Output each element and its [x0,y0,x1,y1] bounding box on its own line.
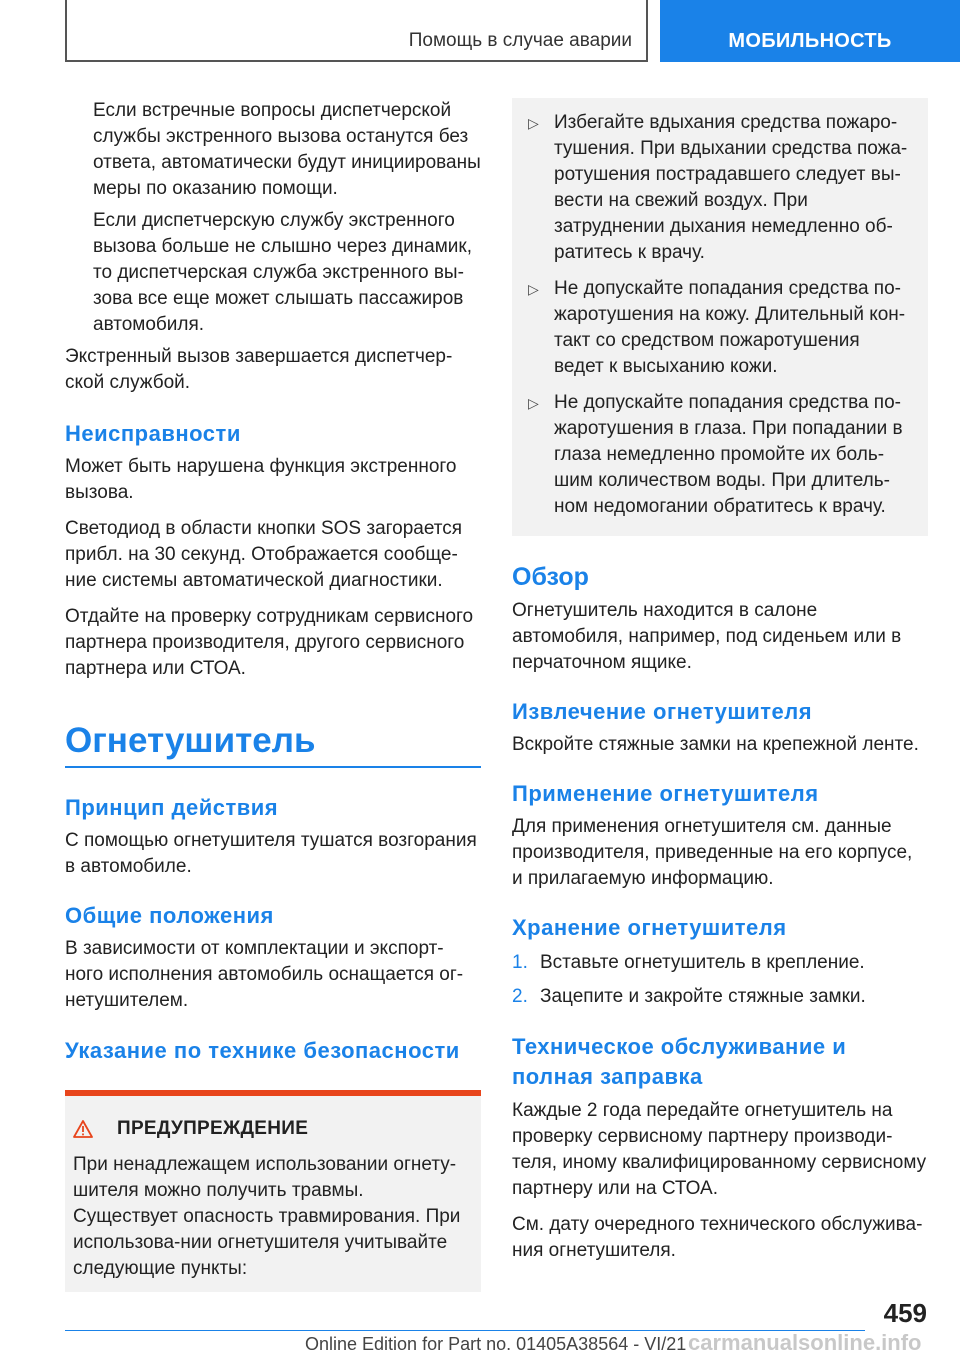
paragraph-general: В зависимости от комплектации и экспорт-ного исполнения автомобиль оснащается ог-нетушителем. [65,938,464,1011]
paragraph-malf-function: Может быть нарушена функция экстренного вызова. [65,456,457,503]
step-text: Зацепите и закройте стяжные замки. [540,986,866,1007]
warning-title-row [65,1096,481,1148]
heading-usage: Применение огнетушителя [512,781,819,806]
paragraph-call-end: Экстренный вызов завершается диспетчер-ской службой. [65,346,453,393]
heading-storage: Хранение огнетушителя [512,915,787,940]
paragraph-maintenance-interval: Каждые 2 года передайте огнетушитель на проверку сервисному партнеру производи-теля, иному квалифицированному сервисному партнеру или на СТОА. [512,1100,927,1199]
list-item [528,276,914,380]
bullet-text: Не допускайте попадания средства по-жаротушения на кожу. Длительный кон-такт со средством пожаротушения ведет к высыханию кожи. [554,278,906,377]
triangle-bullet-icon: ▷ [528,395,539,411]
header-chapter-label: МОБИЛЬНОСТЬ [728,30,892,52]
list-item [512,984,928,1010]
paragraph-maintenance-date: См. дату очередного технического обслужива-ния огнетушителя. [512,1214,923,1261]
step-text: Вставьте огнетушитель в крепление. [540,952,865,973]
heading-general: Общие положения [65,903,274,928]
bullet-text: Избегайте вдыхания средства пожаро-тушения. При вдыхании средства пожа-ротушения пострадавшего следует вы-вести на свежий воздух. При затруднении дыхания немедленно об-ратитесь к врачу. [554,112,908,263]
paragraph-malf-service: Отдайте на проверку сотрудникам сервисного партнера производителя, другого сервисного партнера или СТОА. [65,606,474,679]
step-number: 2. [512,986,528,1007]
triangle-bullet-icon: ▷ [528,281,539,297]
warning-box [65,1096,481,1292]
bullet-text: Не допускайте попадания средства по-жаротушения в глаза. При попадании в глаза немедленно промойте их боль-шим количеством воды. При длитель-ном недомогании обратитесь к врачу. [554,392,903,517]
list-item [528,110,914,266]
page-number: 459 [883,1298,927,1328]
left-column [65,98,481,1292]
paragraph-overview: Огнетушитель находится в салоне автомобиля, например, под сиденьем или в перчаточном ящике. [512,600,902,673]
watermark-logo: carmanualsonline.info [688,1330,922,1355]
right-column [512,98,928,1264]
list-item [512,950,928,976]
warning-text: При ненадлежащем использовании огнету-шителя можно получить травмы. Существует опасность травмирования. При использова-нии огнетушителя учитывайте следующие пункты: [73,1154,461,1279]
paragraph-extraction: Вскройте стяжные замки на крепежной ленте. [512,734,919,755]
heading-fire-extinguisher: Огнетушитель [65,721,316,760]
warning-title: ПРЕДУПРЕЖДЕНИЕ [117,1118,309,1139]
paragraph-usage: Для применения огнетушителя см. данные производителя, приведенные на его корпусе, и прилагаемую информацию. [512,816,913,889]
warning-triangle-icon [73,1120,93,1138]
heading-overview: Обзор [512,563,589,591]
heading-safety: Указание по технике безопасности [65,1038,460,1063]
triangle-bullet-icon: ▷ [528,115,539,131]
step-number: 1. [512,952,528,973]
heading-underline [65,766,481,768]
header-section-title: Помощь в случае аварии [408,30,632,51]
warning-continued-box [512,98,928,536]
paragraph-not-heard: Если диспетчерскую службу экстренного вызова больше не слышно через динамик, то диспетчерская служба экстренного вы-зова все еще может слышать пассажиров автомобиля. [93,210,473,335]
header-chapter-tab[interactable] [660,0,960,62]
header-frame [65,0,648,62]
edition-note: Online Edition for Part no. 01405A38564 - VI/21 [305,1334,687,1354]
paragraph-malf-led: Светодиод в области кнопки SOS загорается прибл. на 30 секунд. Отображается сообще-ние системы автоматической диагностики. [65,518,463,591]
heading-malfunctions: Неисправности [65,421,241,446]
paragraph-principle: С помощью огнетушителя тушатся возгорания в автомобиле. [65,830,477,877]
list-item [528,390,914,520]
paragraph-no-answer: Если встречные вопросы диспетчерской службы экстренного вызова останутся без ответа, автоматически будут инициированы меры по оказанию помощи. [93,100,481,199]
heading-extraction: Извлечение огнетушителя [512,699,813,724]
heading-maintenance: Техническое обслуживание и полная заправка [512,1034,847,1089]
heading-principle: Принцип действия [65,795,279,820]
